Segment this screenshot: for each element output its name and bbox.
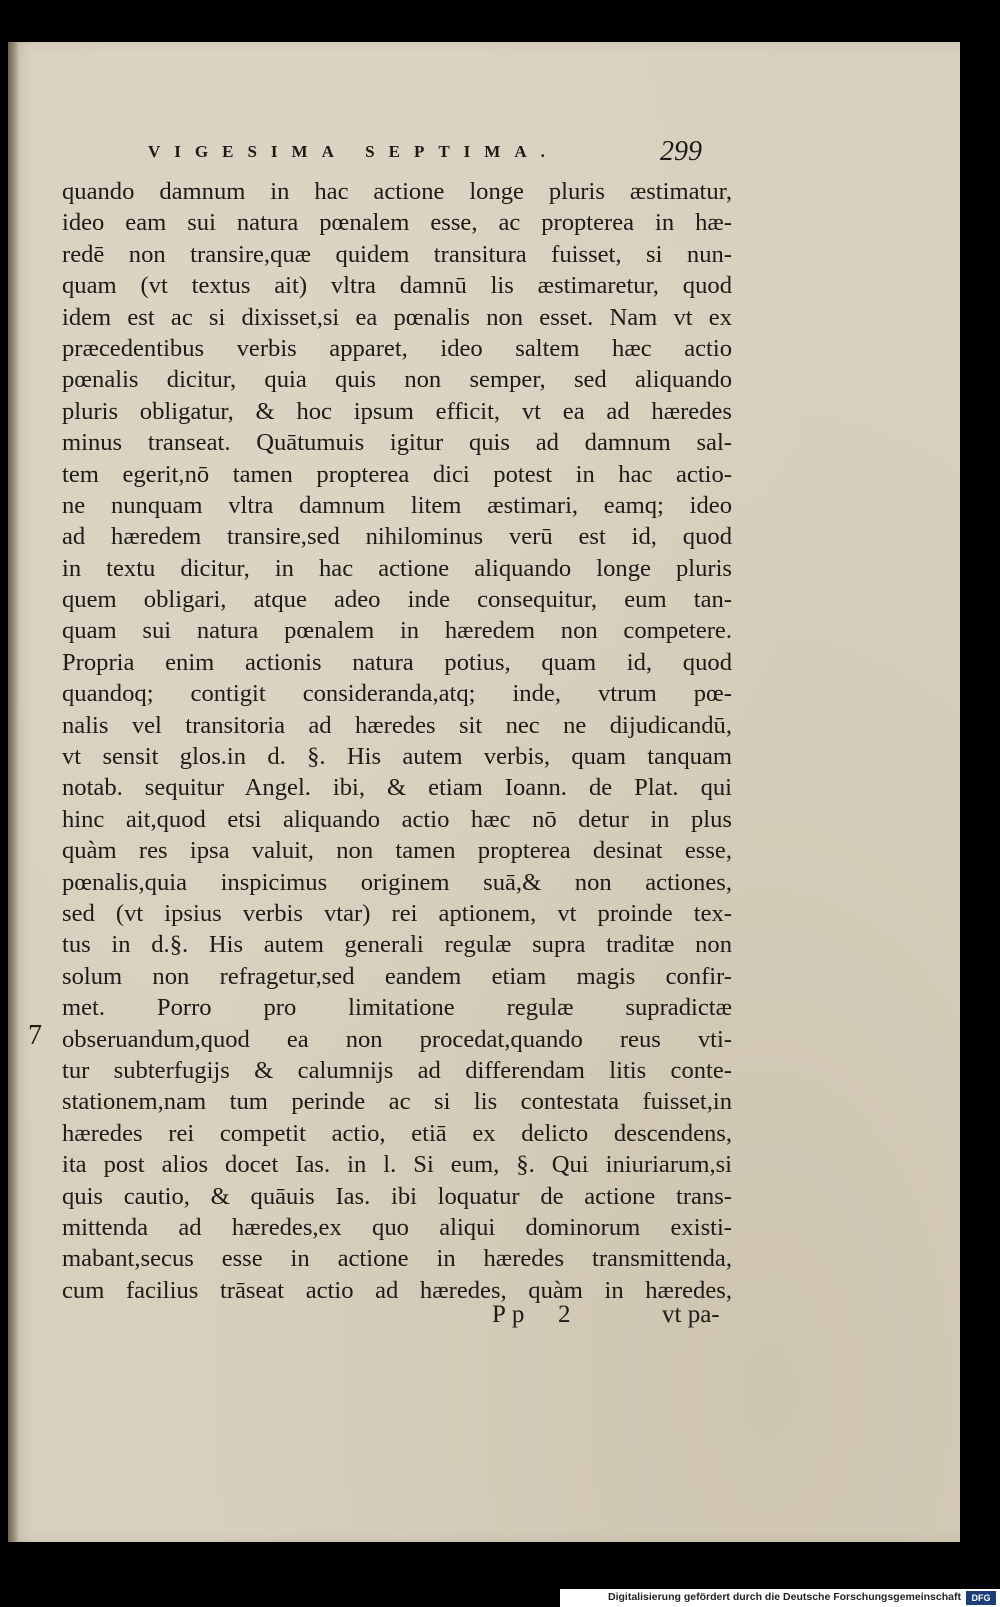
text-line: ne nunquam vltra damnum litem æstimari, eamq; ideo bbox=[62, 491, 732, 519]
text-line: quis cautio, & quāuis Ias. ibi loquatur de actione trans- bbox=[62, 1182, 732, 1210]
text-line: mittenda ad hæredes,ex quo aliqui dominorum existi- bbox=[62, 1213, 732, 1241]
text-line: hinc ait,quod etsi aliquando actio hæc nō detur in plus bbox=[62, 805, 732, 833]
digitization-credit-bar bbox=[560, 1589, 1000, 1607]
text-line: ideo eam sui natura pœnalem esse, ac propterea in hæ- bbox=[62, 209, 732, 237]
text-line: pœnalis dicitur, quia quis non semper, sed aliquando bbox=[62, 366, 732, 394]
text-line: pœnalis,quia inspicimus originem suā,& non actiones, bbox=[62, 868, 732, 896]
text-line: quàm res ipsa valuit, non tamen propterea desinat esse, bbox=[62, 837, 732, 865]
text-line: tem egerit,nō tamen propterea dici potest in hac actio- bbox=[62, 460, 732, 488]
text-line: met. Porro pro limitatione regulæ supradictæ bbox=[62, 994, 732, 1022]
marginal-note-number: 7 bbox=[28, 1020, 42, 1051]
text-line: nalis vel transitoria ad hæredes sit nec ne dijudicandū, bbox=[62, 711, 732, 739]
text-line: in textu dicitur, in hac actione aliquando longe pluris bbox=[62, 554, 732, 582]
text-line: sed (vt ipsius verbis vtar) rei aptionem, vt proinde tex- bbox=[62, 899, 732, 927]
signature-number: 2 bbox=[558, 1301, 571, 1328]
text-line: quem obligari, atque adeo inde consequitur, eum tan- bbox=[62, 586, 732, 614]
text-line: pluris obligatur, & hoc ipsum efficit, vt ea ad hæredes bbox=[62, 397, 732, 425]
text-line: minus transeat. Quātumuis igitur quis ad damnum sal- bbox=[62, 429, 732, 457]
text-line: tur subterfugijs & calumnijs ad differendam litis conte- bbox=[62, 1056, 732, 1084]
text-line: solum non refragetur,sed eandem etiam magis confir- bbox=[62, 962, 732, 990]
text-line: cum facilius trāseat actio ad hæredes, quàm in hæredes, bbox=[62, 1276, 732, 1304]
text-line: Propria enim actionis natura potius, quam id, quod bbox=[62, 648, 732, 676]
body-text bbox=[62, 176, 732, 1306]
text-line: ita post alios docet Ias. in l. Si eum, §. Qui iniuriarum,si bbox=[62, 1151, 732, 1179]
text-line: quando damnum in hac actione longe pluris æstimatur, bbox=[62, 178, 732, 205]
text-line: ad hæredem transire,sed nihilominus verū est id, quod bbox=[62, 523, 732, 551]
signature-mark: Pp bbox=[492, 1301, 531, 1328]
text-line: notab. sequitur Angel. ibi, & etiam Ioann. de Plat. qui bbox=[62, 774, 732, 802]
text-line: redē non transire,quæ quidem transitura fuisset, si nun- bbox=[62, 240, 732, 268]
text-line: mabant,secus esse in actione in hæredes transmittenda, bbox=[62, 1245, 732, 1273]
text-line: quam sui natura pœnalem in hæredem non competere. bbox=[62, 617, 732, 645]
catchword: vt pa- bbox=[662, 1301, 720, 1328]
folio-number: 299 bbox=[660, 136, 702, 167]
text-line: præcedentibus verbis apparet, ideo saltem hæc actio bbox=[62, 334, 732, 362]
text-line: stationem,nam tum perinde ac si lis contestata fuisset,in bbox=[62, 1088, 732, 1116]
running-title: VIGESIMA SEPTIMA. bbox=[148, 142, 559, 161]
credit-text: Digitalisierung gefördert durch die Deutsche Forschungsgemeinschaft bbox=[608, 1591, 961, 1603]
text-line: tus in d.§. His autem generali regulæ supra traditæ non bbox=[62, 931, 732, 959]
text-line: quandoq; contigit consideranda,atq; inde, vtrum pœ- bbox=[62, 680, 732, 708]
running-head bbox=[148, 136, 748, 167]
text-line: vt sensit glos.in d. §. His autem verbis, quam tanquam bbox=[62, 743, 732, 771]
page-gutter-edge bbox=[8, 42, 18, 1542]
dfg-logo: DFG bbox=[966, 1591, 996, 1605]
text-line: idem est ac si dixisset,si ea pœnalis non esset. Nam vt ex bbox=[62, 303, 732, 331]
text-line: quam (vt textus ait) vltra damnū lis æstimaretur, quod bbox=[62, 272, 732, 300]
text-line: obseruandum,quod ea non procedat,quando reus vti- bbox=[62, 1025, 732, 1053]
footer-line bbox=[480, 1301, 740, 1335]
text-line: hæredes rei competit actio, etiā ex delicto descendens, bbox=[62, 1119, 732, 1147]
